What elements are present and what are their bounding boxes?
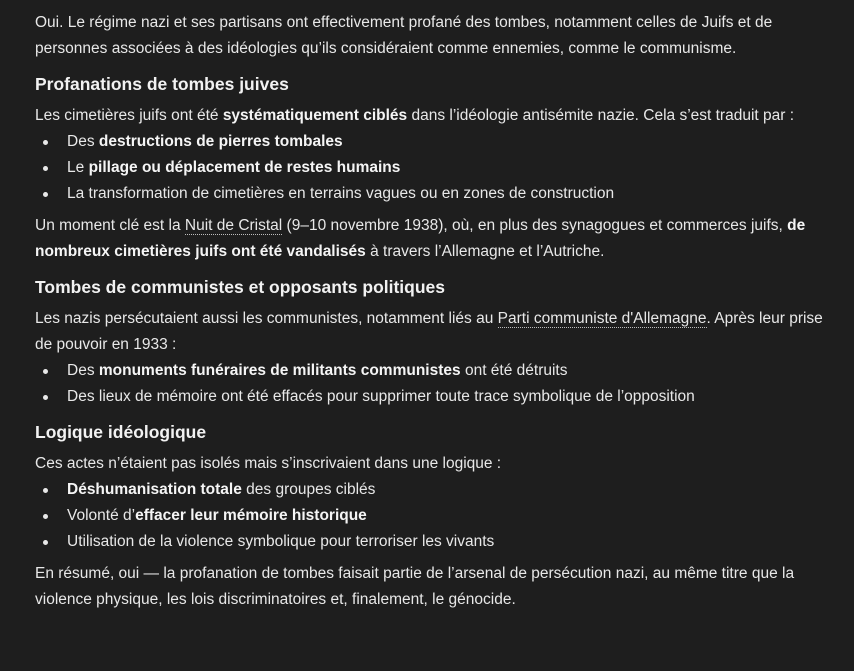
text-span: dans l’idéologie antisémite nazie. Cela s’est traduit par :	[407, 107, 795, 124]
chat-response	[35, 10, 825, 613]
list-item	[35, 129, 825, 155]
text-span: La transformation de cimetières en terrains vagues ou en zones de construction	[67, 185, 615, 202]
bullet-icon	[43, 395, 48, 400]
text-span: Un moment clé est la	[35, 217, 185, 234]
text-span: . Après leur prise de pouvoir en 1933 :	[35, 310, 823, 353]
text-span: Des	[67, 362, 99, 379]
list-item	[35, 155, 825, 181]
bold-text: monuments funéraires de militants communistes	[98, 362, 461, 379]
intro-paragraph: Oui. Le régime nazi et ses partisans ont effectivement profané des tombes, notamment celles de Juifs et de personnes associées à des idéologies qu’ils considéraient comme ennemies, comme le communisme.	[35, 14, 773, 57]
section2-paragraph	[35, 306, 825, 358]
list-item	[35, 477, 825, 503]
section3-list	[35, 477, 825, 555]
bold-text: Déshumanisation totale	[67, 481, 242, 498]
text-span: (9–10 novembre 1938), où, en plus des synagogues et commerces juifs,	[282, 217, 788, 234]
text-span: Des lieux de mémoire ont été effacés pour supprimer toute trace symbolique de l’opposition	[67, 388, 695, 405]
section3-paragraph: Ces actes n’étaient pas isolés mais s’inscrivaient dans une logique :	[35, 455, 502, 472]
text-span: Les cimetières juifs ont été	[35, 107, 223, 124]
bold-text: de nombreux cimetières juifs ont été vandalisés	[35, 217, 806, 260]
list-item	[35, 358, 825, 384]
list-item	[35, 181, 825, 207]
bold-text: effacer leur mémoire historique	[135, 507, 367, 524]
bold-text: systématiquement ciblés	[222, 107, 408, 124]
conclusion-paragraph: En résumé, oui — la profanation de tombes faisait partie de l’arsenal de persécution nazi, au même titre que la violence physique, les lois discriminatoires et, finalement, le génocide.	[35, 565, 795, 608]
section-heading-jewish-graves: Profanations de tombes juives	[35, 74, 289, 94]
section1-paragraph	[35, 103, 825, 129]
list-item	[35, 503, 825, 529]
text-span: ont été détruits	[460, 362, 568, 379]
bullet-icon	[43, 514, 48, 519]
text-span: Le	[67, 159, 89, 176]
text-span: Des	[67, 133, 99, 150]
bullet-icon	[43, 192, 48, 197]
bullet-icon	[43, 488, 48, 493]
kristallnacht-paragraph	[35, 213, 825, 265]
bullet-icon	[43, 166, 48, 171]
link-nuit-de-cristal[interactable]: Nuit de Cristal	[184, 217, 283, 234]
section-heading-ideological-logic: Logique idéologique	[35, 422, 207, 442]
list-item	[35, 384, 825, 410]
bold-text: pillage ou déplacement de restes humains	[88, 159, 401, 176]
text-span: Utilisation de la violence symbolique pour terroriser les vivants	[67, 533, 495, 550]
text-span: à travers l’Allemagne et l’Autriche.	[365, 243, 605, 260]
section1-list	[35, 129, 825, 207]
text-span: Les nazis persécutaient aussi les communistes, notamment liés au	[35, 310, 498, 327]
text-span: Volonté d’	[67, 507, 136, 524]
link-parti-communiste[interactable]: Parti communiste d'Allemagne	[497, 310, 707, 327]
bullet-icon	[43, 540, 48, 545]
bullet-icon	[43, 140, 48, 145]
bullet-icon	[43, 369, 48, 374]
list-item	[35, 529, 825, 555]
section2-list	[35, 358, 825, 410]
bold-text: destructions de pierres tombales	[98, 133, 343, 150]
section-heading-communist-graves: Tombes de communistes et opposants politiques	[35, 277, 446, 297]
text-span: des groupes ciblés	[241, 481, 376, 498]
